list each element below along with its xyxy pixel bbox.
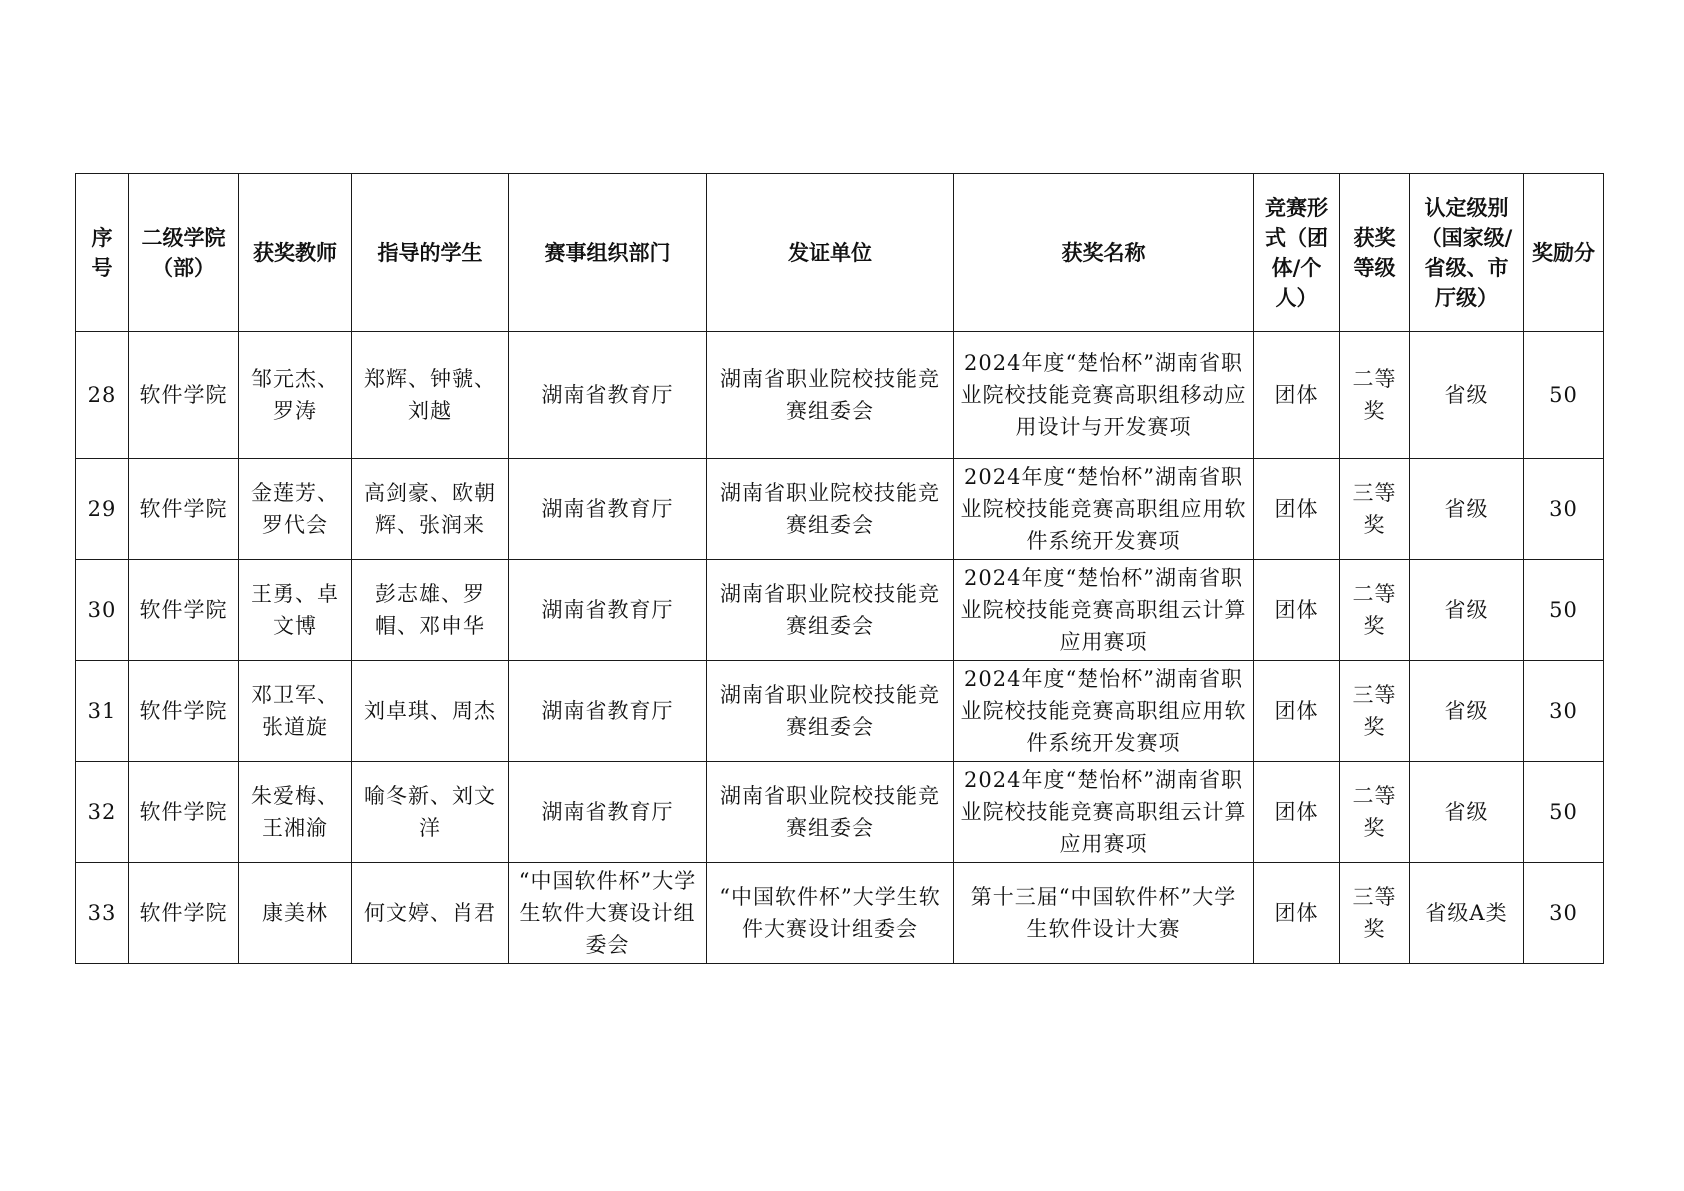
cell-form: 团体 (1254, 560, 1340, 661)
cell-award-name: 2024年度“楚怡杯”湖南省职业院校技能竞赛高职组云计算应用赛项 (954, 560, 1254, 661)
cell-level: 省级 (1410, 332, 1524, 459)
cell-grade: 三等奖 (1340, 459, 1410, 560)
header-organizer: 赛事组织部门 (509, 174, 707, 332)
cell-students: 高剑豪、欧朝辉、张润来 (352, 459, 509, 560)
cell-award-name: 2024年度“楚怡杯”湖南省职业院校技能竞赛高职组应用软件系统开发赛项 (954, 661, 1254, 762)
cell-form: 团体 (1254, 332, 1340, 459)
cell-organizer: 湖南省教育厅 (509, 459, 707, 560)
cell-form: 团体 (1254, 661, 1340, 762)
header-no: 序号 (76, 174, 129, 332)
cell-college: 软件学院 (129, 762, 239, 863)
cell-no: 29 (76, 459, 129, 560)
header-grade: 获奖等级 (1340, 174, 1410, 332)
cell-award-name: 2024年度“楚怡杯”湖南省职业院校技能竞赛高职组云计算应用赛项 (954, 762, 1254, 863)
cell-award-name: 2024年度“楚怡杯”湖南省职业院校技能竞赛高职组应用软件系统开发赛项 (954, 459, 1254, 560)
cell-level: 省级 (1410, 661, 1524, 762)
header-award-name: 获奖名称 (954, 174, 1254, 332)
header-students: 指导的学生 (352, 174, 509, 332)
cell-issuer: 湖南省职业院校技能竞赛组委会 (707, 661, 954, 762)
cell-organizer: 湖南省教育厅 (509, 762, 707, 863)
cell-college: 软件学院 (129, 863, 239, 964)
cell-students: 彭志雄、罗帽、邓申华 (352, 560, 509, 661)
cell-teacher: 康美林 (239, 863, 352, 964)
table-row (76, 863, 1604, 964)
cell-issuer: “中国软件杯”大学生软件大赛设计组委会 (707, 863, 954, 964)
cell-teacher: 金莲芳、罗代会 (239, 459, 352, 560)
cell-grade: 三等奖 (1340, 863, 1410, 964)
cell-form: 团体 (1254, 863, 1340, 964)
cell-no: 31 (76, 661, 129, 762)
cell-form: 团体 (1254, 762, 1340, 863)
cell-issuer: 湖南省职业院校技能竞赛组委会 (707, 332, 954, 459)
header-teacher: 获奖教师 (239, 174, 352, 332)
header-level: 认定级别（国家级/省级、市厅级） (1410, 174, 1524, 332)
cell-score: 50 (1524, 332, 1604, 459)
cell-students: 何文婷、肖君 (352, 863, 509, 964)
award-table (75, 173, 1604, 964)
cell-form: 团体 (1254, 459, 1340, 560)
cell-issuer: 湖南省职业院校技能竞赛组委会 (707, 762, 954, 863)
cell-college: 软件学院 (129, 332, 239, 459)
cell-teacher: 朱爱梅、王湘渝 (239, 762, 352, 863)
cell-no: 33 (76, 863, 129, 964)
header-college: 二级学院（部） (129, 174, 239, 332)
header-score: 奖励分 (1524, 174, 1604, 332)
cell-organizer: “中国软件杯”大学生软件大赛设计组委会 (509, 863, 707, 964)
cell-organizer: 湖南省教育厅 (509, 332, 707, 459)
header-form: 竞赛形式（团体/个人） (1254, 174, 1340, 332)
table-row (76, 560, 1604, 661)
cell-students: 刘卓琪、周杰 (352, 661, 509, 762)
cell-score: 30 (1524, 863, 1604, 964)
cell-no: 28 (76, 332, 129, 459)
cell-score: 30 (1524, 459, 1604, 560)
cell-award-name: 第十三届“中国软件杯”大学生软件设计大赛 (954, 863, 1254, 964)
cell-students: 喻冬新、刘文洋 (352, 762, 509, 863)
cell-organizer: 湖南省教育厅 (509, 661, 707, 762)
cell-level: 省级 (1410, 762, 1524, 863)
cell-teacher: 邓卫军、张道旋 (239, 661, 352, 762)
header-row (76, 174, 1604, 332)
table-row (76, 762, 1604, 863)
cell-no: 30 (76, 560, 129, 661)
cell-level: 省级 (1410, 459, 1524, 560)
cell-grade: 二等奖 (1340, 762, 1410, 863)
header-issuer: 发证单位 (707, 174, 954, 332)
cell-no: 32 (76, 762, 129, 863)
table-row (76, 661, 1604, 762)
cell-award-name: 2024年度“楚怡杯”湖南省职业院校技能竞赛高职组移动应用设计与开发赛项 (954, 332, 1254, 459)
table-row (76, 459, 1604, 560)
cell-grade: 三等奖 (1340, 661, 1410, 762)
table-row (76, 332, 1604, 459)
cell-level: 省级A类 (1410, 863, 1524, 964)
cell-score: 50 (1524, 762, 1604, 863)
cell-college: 软件学院 (129, 560, 239, 661)
cell-grade: 二等奖 (1340, 560, 1410, 661)
cell-college: 软件学院 (129, 661, 239, 762)
cell-issuer: 湖南省职业院校技能竞赛组委会 (707, 459, 954, 560)
cell-level: 省级 (1410, 560, 1524, 661)
cell-score: 50 (1524, 560, 1604, 661)
cell-teacher: 邹元杰、罗涛 (239, 332, 352, 459)
cell-score: 30 (1524, 661, 1604, 762)
cell-college: 软件学院 (129, 459, 239, 560)
cell-teacher: 王勇、卓文博 (239, 560, 352, 661)
cell-organizer: 湖南省教育厅 (509, 560, 707, 661)
cell-issuer: 湖南省职业院校技能竞赛组委会 (707, 560, 954, 661)
cell-grade: 二等奖 (1340, 332, 1410, 459)
cell-students: 郑辉、钟虢、刘越 (352, 332, 509, 459)
